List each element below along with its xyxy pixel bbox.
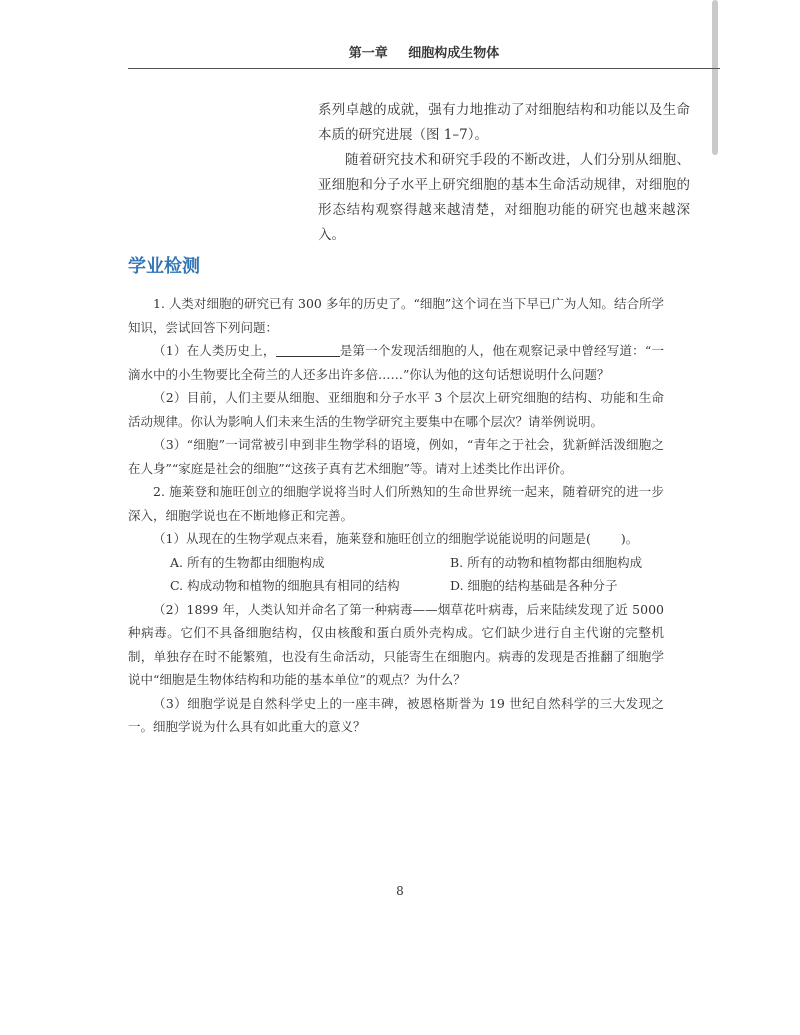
- question-1-sub-3: （3）“细胞”一词常被引申到非生物学科的语境，例如，“青年之于社会，犹新鲜活泼细胞之在人身”“家庭是社会的细胞”“这孩子真有艺术细胞”等。请对上述类比作出评价。: [128, 437, 664, 476]
- option-c[interactable]: C. 构成动物和植物的细胞具有相同的结构: [170, 578, 400, 593]
- intro-paragraph-2: 随着研究技术和研究手段的不断改进，人们分别从细胞、亚细胞和分子水平上研究细胞的基本生命活动规律，对细胞的形态结构观察得越来越清楚，对细胞功能的研究也越来越深入。: [318, 152, 690, 243]
- choice-options: [128, 551, 664, 598]
- questions-block: [128, 292, 664, 739]
- question-1-sub-1: [128, 339, 664, 386]
- answer-blank[interactable]: [276, 342, 340, 357]
- question-1-stem: 1. 人类对细胞的研究已有 300 多年的历史了。“细胞”这个词在当下早已广为人知。结合所学知识，尝试回答下列问题：: [128, 296, 664, 335]
- chapter-label: 第一章: [348, 46, 388, 61]
- question-2-stem: 2. 施莱登和施旺创立的细胞学说将当时人们所熟知的生命世界统一起来，随着研究的进一步深入，细胞学说也在不断地修正和完善。: [128, 484, 664, 523]
- page-header: [128, 40, 720, 69]
- intro-text: [318, 98, 690, 248]
- page-number: 8: [396, 884, 404, 898]
- option-b[interactable]: B. 所有的动物和植物都由细胞构成: [450, 554, 643, 570]
- intro-paragraph-1: 系列卓越的成就，强有力地推动了对细胞结构和功能以及生命本质的研究进展（图 1–7）。: [318, 102, 690, 143]
- question-2-sub-3: （3）细胞学说是自然科学史上的一座丰碑，被恩格斯誉为 19 世纪自然科学的三大发现之一。细胞学说为什么具有如此重大的意义？: [128, 695, 664, 734]
- q1-sub1-lead: （1）在人类历史上，: [153, 343, 276, 358]
- question-1-sub-2: （2）目前，人们主要从细胞、亚细胞和分子水平 3 个层次上研究细胞的结构、功能和生命活动规律。你认为影响人们未来生活的生物学研究主要集中在哪个层次？请举例说明。: [128, 390, 664, 429]
- chapter-title: 细胞构成生物体: [408, 46, 500, 61]
- q2-sub1-lead: （1）从现在的生物学观点来看，施莱登和施旺创立的细胞学说能说明的问题是(: [153, 531, 591, 546]
- section-title: 学业检测: [128, 256, 200, 277]
- option-d[interactable]: D. 细胞的结构基础是各种分子: [450, 578, 618, 593]
- question-2-sub-1: [128, 527, 664, 551]
- q2-sub1-tail: )。: [620, 531, 639, 546]
- option-a[interactable]: A. 所有的生物都由细胞构成: [170, 554, 325, 570]
- question-2-sub-2: （2）1899 年，人类认知并命名了第一种病毒——烟草花叶病毒，后来陆续发现了近 5000 种病毒。它们不具备细胞结构，仅由核酸和蛋白质外壳构成。它们缺少进行自主代谢的完整机制，单独存在时不能繁殖，也没有生命活动，只能寄生在细胞内。病毒的发现是否推翻了细胞学说中“细胞是生物体结构和功能的基本单位”的观点？为什么？: [128, 601, 664, 687]
- scrollbar-thumb[interactable]: [712, 0, 718, 155]
- q1-sub1-tail: 是第一个发现活细胞的人，他在观察记录中曾经写道：“一滴水中的小生物要比全荷兰的人还多出许多倍……”你认为他的这句话想说明什么问题？: [128, 343, 664, 382]
